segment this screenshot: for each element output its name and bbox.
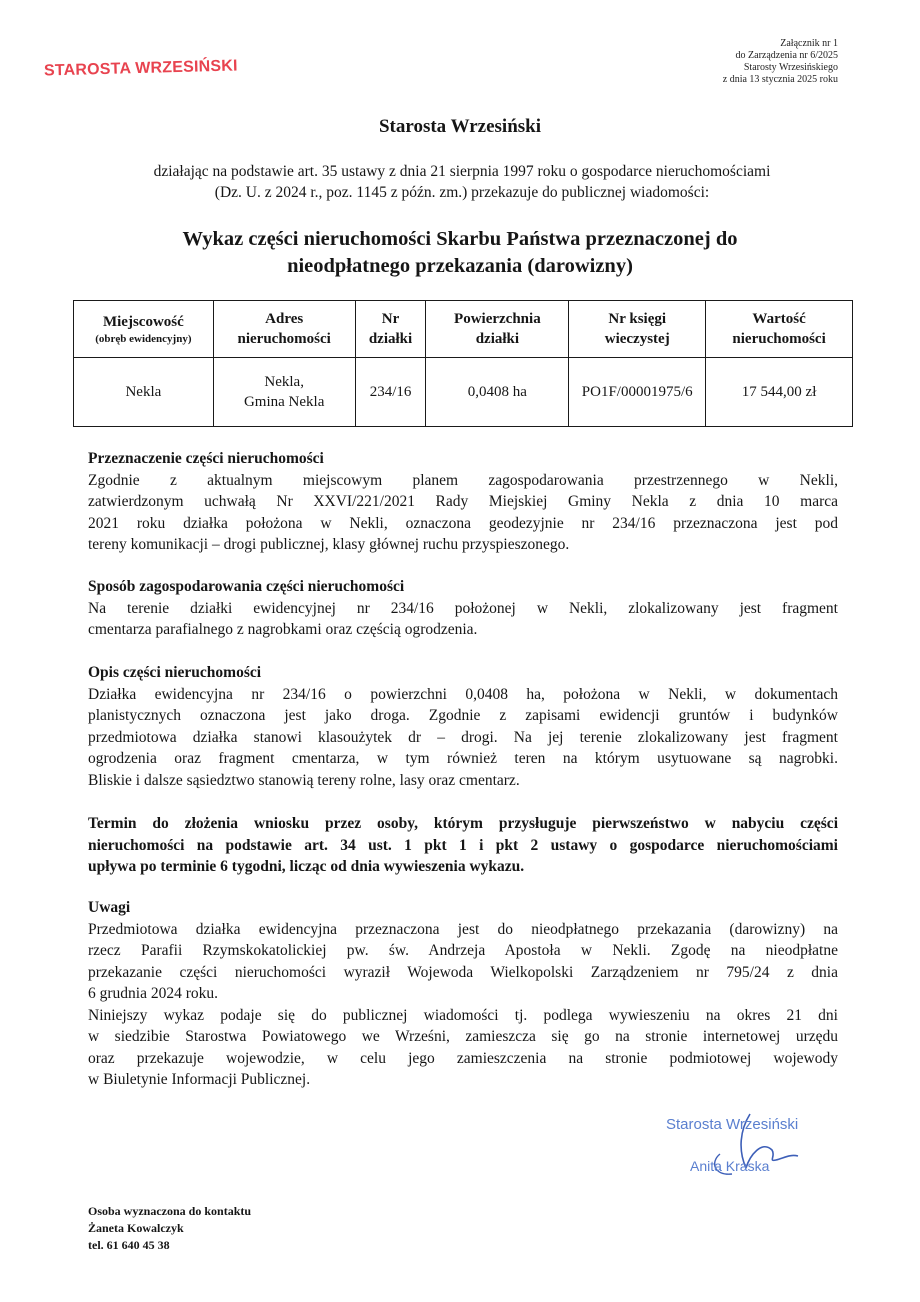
section-deadline: [88, 813, 838, 878]
contact-name: Żaneta Kowalczyk: [88, 1221, 184, 1235]
signature-stamp: [660, 1108, 840, 1188]
section-purpose: [88, 448, 838, 556]
annex-line: Załącznik nr 1: [780, 38, 838, 49]
section-body: Termin do złożenia wniosku przez osoby, którym przysługuje pierwszeństwo w nabyciu części nieruchomości na podstawie art. 34 ust. 1 pkt 1 i pkt 2 ustawy o gospodarce nieruchomościami upływa po terminie 6 tygodni, licząc od dnia wywieszenia wykazu.: [88, 815, 838, 875]
header-land-register: Nr księgi wieczystej: [569, 301, 706, 358]
signature-name: Anita Kraska: [690, 1158, 770, 1174]
cell-plot-area: 0,0408 ha: [426, 358, 569, 427]
section-title: Uwagi: [88, 899, 131, 916]
header-locality: Miejscowość (obręb ewidencyjny): [74, 301, 214, 358]
header-locality-sub: (obręb ewidencyjny): [95, 333, 192, 345]
signature-title: Starosta Wrzesiński: [666, 1116, 799, 1133]
header-plot-area: Powierzchnia działki: [426, 301, 569, 358]
cell-locality: Nekla: [74, 358, 214, 427]
section-body: Działka ewidencyjna nr 234/16 o powierzchni 0,0408 ha, położona w Nekli, w dokumentach planistycznych oznaczona jest jako droga. Zgodnie z zapisami ewidencji gruntów i budynków przedmiotowa działka stanowi klasoużytek dr – drogi. Na jej terenie zlokalizowany jest fragment ogrodzenia oraz fragment cmentarza, w tym również teren na którym usytuowane są nagrobki. Bliskie i dalsze sąsiedztwo stanowią tereny rolne, lasy oraz cmentarz.: [88, 685, 838, 789]
annex-line: Starosty Wrzesińskiego: [743, 62, 838, 73]
annex-note: [578, 38, 838, 86]
section-remarks: [88, 897, 838, 1091]
contact-label: Osoba wyznaczona do kontaktu: [88, 1204, 252, 1218]
contact-block: [88, 1203, 251, 1254]
section-body: Na terenie działki ewidencyjnej nr 234/16 położonej w Nekli, zlokalizowany jest fragment cmentarza parafialnego z nagrobkami oraz częścią ogrodzenia.: [88, 599, 838, 638]
table-header-row: [74, 301, 853, 358]
title-line: Wykaz części nieruchomości Skarbu Państwa przeznaczonej do: [182, 228, 738, 250]
section-title: Opis części nieruchomości: [88, 664, 262, 681]
title-line: nieodpłatnego przekazania (darowizny): [287, 255, 633, 277]
intro-paragraph: [86, 161, 838, 203]
contact-phone: tel. 61 640 45 38: [88, 1238, 170, 1252]
section-title: Przeznaczenie części nieruchomości: [88, 450, 324, 467]
document-title: [0, 226, 920, 280]
intro-line: (Dz. U. z 2024 r., poz. 1145 z późn. zm.) przekazuje do publicznej wiadomości:: [214, 184, 710, 201]
table-row: [74, 358, 853, 427]
document-heading: Starosta Wrzesiński: [378, 116, 542, 137]
header-property-value: Wartość nieruchomości: [706, 301, 853, 358]
office-stamp: STAROSTA WRZESIŃSKI: [43, 57, 238, 80]
annex-line: z dnia 13 stycznia 2025 roku: [722, 74, 838, 85]
section-body: Przedmiotowa działka ewidencyjna przeznaczona jest do nieodpłatnego przekazania (darowizny) na rzecz Parafii Rzymskokatolickiej pw. św. Andrzeja Apostoła w Nekli. Zgodę na nieodpłatne przekazanie części nieruchomości wyraził Wojewoda Wielkopolski Zarządzeniem nr 795/24 z dnia 6 grudnia 2024 roku. Niniejszy wykaz podaje się do publicznej wiadomości tj. podlega wywieszeniu na okres 21 dni w siedzibie Starostwa Powiatowego we Wrześni, zamieszcza się go na stronie internetowej urzędu oraz przekazuje wojewodzie, w celu jego zamieszczenia na stronie podmiotowej wojewody w Biuletynie Informacji Publicznej.: [88, 920, 838, 1088]
header-plot-number: Nr działki: [355, 301, 426, 358]
section-title: Sposób zagospodarowania części nieruchomości: [88, 578, 405, 595]
cell-plot-number: 234/16: [355, 358, 426, 427]
annex-line: do Zarządzenia nr 6/2025: [735, 50, 838, 61]
section-description: [88, 662, 838, 791]
section-body: Zgodnie z aktualnym miejscowym planem zagospodarowania przestrzennego w Nekli, zatwierdzonym uchwałą Nr XXVI/221/2021 Rady Miejskiej Gminy Nekla z dnia 10 marca 2021 roku działka położona w Nekli, oznaczona geodezyjnie nr 234/16 przeznaczona jest pod tereny komunikacji – drogi publicznej, klasy głównej ruchu przyspieszonego.: [88, 471, 838, 553]
intro-line: działając na podstawie art. 35 ustawy z dnia 21 sierpnia 1997 roku o gospodarce nieruchomościami: [153, 163, 771, 180]
section-usage: [88, 576, 838, 641]
cell-address: Nekla, Gmina Nekla: [213, 358, 355, 427]
cell-land-register: PO1F/00001975/6: [569, 358, 706, 427]
cell-property-value: 17 544,00 zł: [706, 358, 853, 427]
header-address: Adres nieruchomości: [213, 301, 355, 358]
property-table: [73, 300, 853, 427]
